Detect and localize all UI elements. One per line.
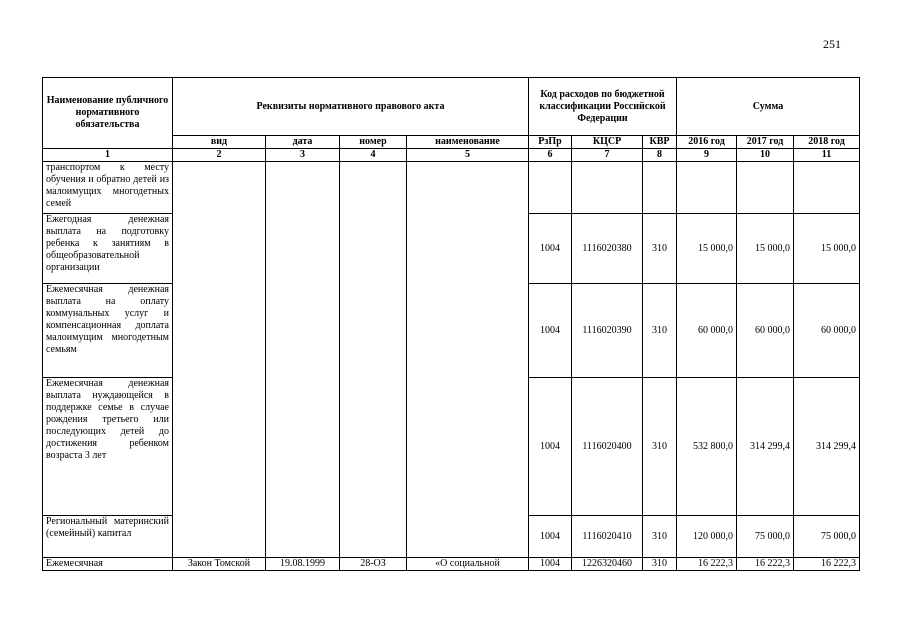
col-number: 5 (407, 149, 529, 162)
cell-rzpr (529, 162, 572, 214)
col-number: 10 (737, 149, 794, 162)
cell-2017: 16 222,3 (737, 558, 794, 571)
cell-2018: 15 000,0 (794, 214, 860, 284)
cell-rzpr: 1004 (529, 378, 572, 516)
page-number: 251 (823, 37, 841, 51)
cell-2016: 532 800,0 (677, 378, 737, 516)
col-number: 11 (794, 149, 860, 162)
obligation-name: транспортом к месту обучения и обратно детей из малоимущих многодетных семей (43, 162, 173, 214)
budget-table (42, 77, 860, 571)
cell-kvr: 310 (643, 214, 677, 284)
cell-2018: 75 000,0 (794, 516, 860, 558)
cell-rzpr: 1004 (529, 214, 572, 284)
cell-kvr: 310 (643, 558, 677, 571)
cell-kcsr: 1116020400 (572, 378, 643, 516)
header-2016: 2016 год (677, 136, 737, 149)
cell-kvr: 310 (643, 516, 677, 558)
cell-title (407, 162, 529, 558)
header-2018: 2018 год (794, 136, 860, 149)
cell-vid: Закон Томской (173, 558, 266, 571)
header-kcsr: КЦСР (572, 136, 643, 149)
cell-2017 (737, 162, 794, 214)
header-codes: Код расходов по бюджетной классификации Российской Федерации (529, 78, 677, 136)
col-number: 3 (266, 149, 340, 162)
header-number: номер (340, 136, 407, 149)
cell-2017: 15 000,0 (737, 214, 794, 284)
cell-rzpr: 1004 (529, 516, 572, 558)
table-row (43, 162, 860, 214)
col-number: 8 (643, 149, 677, 162)
column-number-row (43, 149, 860, 162)
cell-date: 19.08.1999 (266, 558, 340, 571)
header-date: дата (266, 136, 340, 149)
header-requisites: Реквизиты нормативного правового акта (173, 78, 529, 136)
cell-2016: 60 000,0 (677, 284, 737, 378)
obligation-name: Ежемесячная (43, 558, 173, 571)
cell-2018 (794, 162, 860, 214)
cell-vid (173, 162, 266, 558)
cell-2018: 60 000,0 (794, 284, 860, 378)
cell-kvr: 310 (643, 378, 677, 516)
cell-title: «О социальной (407, 558, 529, 571)
cell-rzpr: 1004 (529, 558, 572, 571)
cell-kcsr (572, 162, 643, 214)
header-rzpr: РзПр (529, 136, 572, 149)
col-number: 9 (677, 149, 737, 162)
cell-kvr: 310 (643, 284, 677, 378)
header-vid: вид (173, 136, 266, 149)
col-number: 1 (43, 149, 173, 162)
cell-2016: 15 000,0 (677, 214, 737, 284)
cell-2016: 120 000,0 (677, 516, 737, 558)
obligation-name: Региональный материнский (семейный) капитал (43, 516, 173, 558)
obligation-name: Ежемесячная денежная выплата нуждающейся в поддержке семье в случае рождения третьего или последующих детей до достижения ребенком возраста 3 лет (43, 378, 173, 516)
cell-2018: 16 222,3 (794, 558, 860, 571)
cell-kcsr: 1226320460 (572, 558, 643, 571)
cell-number: 28-ОЗ (340, 558, 407, 571)
cell-2017: 75 000,0 (737, 516, 794, 558)
cell-2018: 314 299,4 (794, 378, 860, 516)
cell-kcsr: 1116020380 (572, 214, 643, 284)
cell-2016: 16 222,3 (677, 558, 737, 571)
cell-date (266, 162, 340, 558)
cell-kcsr: 1116020390 (572, 284, 643, 378)
cell-number (340, 162, 407, 558)
header-name: Наименование публичного нормативного обязательства (43, 78, 173, 149)
obligation-name: Ежегодная денежная выплата на подготовку ребенка к занятиям в общеобразовательной организации (43, 214, 173, 284)
table-row (43, 558, 860, 571)
col-number: 2 (173, 149, 266, 162)
header-sum: Сумма (677, 78, 860, 136)
header-kvr: КВР (643, 136, 677, 149)
col-number: 4 (340, 149, 407, 162)
header-2017: 2017 год (737, 136, 794, 149)
cell-rzpr: 1004 (529, 284, 572, 378)
header-title: наименование (407, 136, 529, 149)
cell-2017: 60 000,0 (737, 284, 794, 378)
col-number: 7 (572, 149, 643, 162)
cell-kcsr: 1116020410 (572, 516, 643, 558)
col-number: 6 (529, 149, 572, 162)
cell-kvr (643, 162, 677, 214)
cell-2017: 314 299,4 (737, 378, 794, 516)
obligation-name: Ежемесячная денежная выплата на оплату коммунальных услуг и компенсационная доплата малоимущим многодетным семьям (43, 284, 173, 378)
cell-2016 (677, 162, 737, 214)
